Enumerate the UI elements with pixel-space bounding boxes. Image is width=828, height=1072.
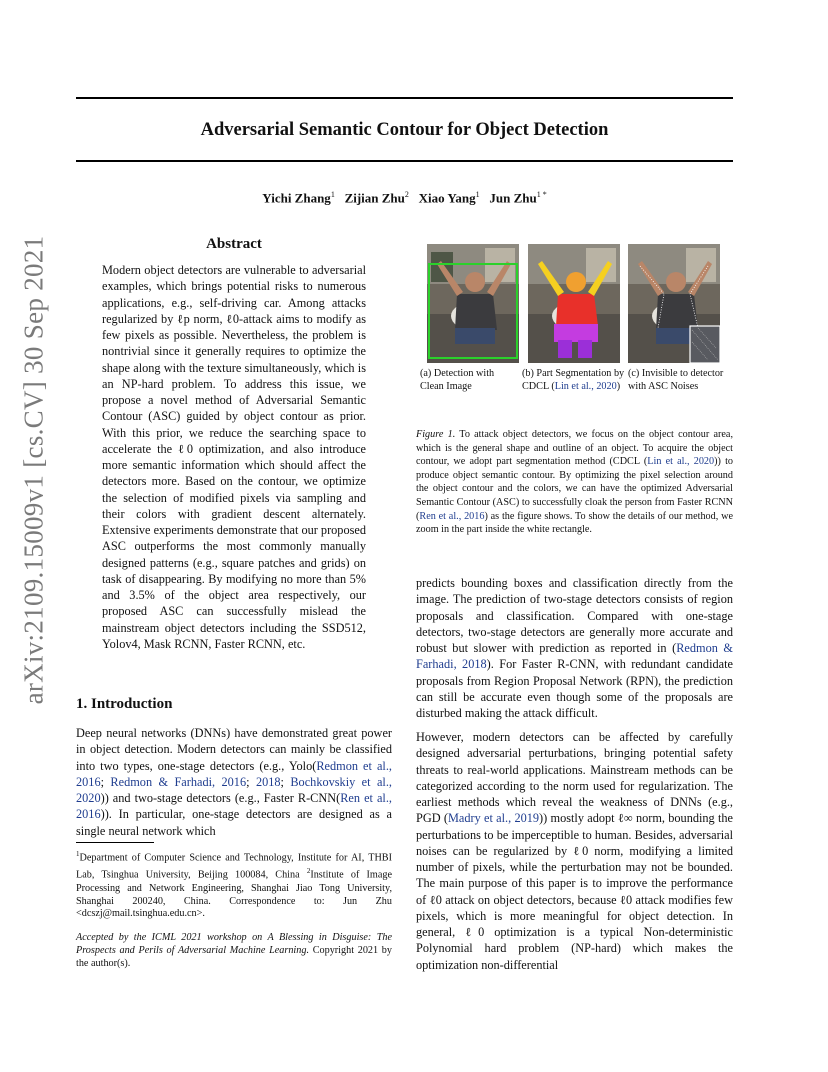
text-run: )) to produce object semantic contour. By optimizing the pixel selection around the object contour and the colors, we can have the optimized Adversarial Semantic Contour (ASC) to successfully cloak the person from Faster RCNN (: [416, 456, 733, 522]
figure-image-asc: [628, 244, 720, 363]
text-run: )) and two-stage detectors (e.g., Faster R-CNN(: [100, 791, 341, 805]
photo-part-segmentation: [528, 244, 620, 363]
text-run: predicts bounding boxes and classification directly from the image. The prediction of two-stage detectors consists of region proposals and classification. Compared with one-stage detectors, two-stage detectors are generally more accurate and robust but slower with prediction as reported in (: [416, 576, 733, 655]
right-paragraph-2: [416, 729, 733, 973]
text-run: ) as the figure shows. To show the details of our method, we zoom in the part inside the white rectangle.: [416, 510, 733, 536]
citation-link[interactable]: Lin et al., 2020: [647, 456, 715, 468]
intro-paragraph: [76, 725, 392, 839]
citation-link[interactable]: Redmon & Farhadi, 2016: [110, 774, 247, 789]
citation-link[interactable]: Madry et al., 2019: [447, 811, 540, 826]
author-affiliation: 1: [475, 190, 480, 199]
arxiv-id: arXiv:2109.15009v1 [cs.CV] 30 Sep 2021: [18, 235, 49, 705]
footnote-mark: 2: [306, 867, 311, 876]
text-run: However, modern detectors can be affected by carefully designed adversarial perturbations, bringing potential safety threats to real-world applications. Mainstream methods can be categorized according to the norm used for regularization. The earliest methods which reveal the weakness of DNNs (e.g., PGD (: [416, 730, 733, 826]
author-affiliation: 2: [404, 190, 409, 199]
abstract-text: Modern object detectors are vulnerable to adversarial examples, which brings potential risks to numerous applications, e.g., self-driving car. Among attacks regularized by ℓp norm, ℓ0-attack aims to modify as few pixels as possible. Nevertheless, the problem is nontrivial since it generally requires to optimize the shape along with the texture simultaneously, which is an NP-hard problem. To address this issue, we propose a novel method of Adversarial Semantic Contour (ASC) guided by object contour as prior. With this prior, we reduce the searching space to accelerate the ℓ0 optimization, and also introduce more semantic information which should affect the detectors more. Based on the contour, we optimize the selection of modified pixels via sampling and their colors with gradient descent alternately. Extensive experiments demonstrate that our proposed ASC outperforms the most commonly manually designed patterns (e.g., square patches and grids) on task of disappearing. By modifying no more than 5% and 3.5% of the object area respectively, our proposed ASC can successfully mislead the mainstream object detectors including the SSD512, Yolov4, Mask RCNN, Faster RCNN, etc.: [102, 263, 366, 651]
figure-image-segmentation: [528, 244, 620, 363]
title-rule-bottom: [76, 160, 733, 162]
figure-caption: [416, 428, 733, 537]
arxiv-stamp: [4, 0, 64, 1072]
text-run: Department of Computer Science and Technology, Institute for AI, THBI Lab, Tsinghua University, Beijing 100084, China: [76, 852, 392, 881]
subcaption-a: (a) Detection with Clean Image: [420, 368, 495, 392]
footnote-affiliations: [76, 848, 392, 921]
venue-note: [76, 932, 392, 971]
text-run: Deep neural networks (DNNs) have demonstrated great power in object detection. Modern detectors can mainly be classified into two types, one-stage detectors (e.g., Yolo(: [76, 726, 392, 773]
subcaption-c: (c) Invisible to detector with ASC Noises: [628, 368, 724, 392]
citation-link[interactable]: Redmon & Farhadi, 2018: [416, 641, 734, 672]
author-list: [76, 190, 733, 206]
figure-label: Figure 1.: [416, 429, 456, 440]
citation-link[interactable]: 2018: [255, 774, 281, 789]
venue-italic: Accepted by the ICML 2021 workshop on A Blessing in Disguise: The Prospects and Perils of Adversarial Machine Learning.: [76, 932, 392, 956]
author-name: Zijian Zhu: [344, 190, 405, 206]
author-name: Xiao Yang: [418, 190, 476, 206]
subcaption-b: [522, 368, 626, 394]
right-paragraph-1: [416, 575, 733, 721]
text-run: ;: [246, 774, 256, 789]
title-rule-top: [76, 97, 733, 99]
citation-link[interactable]: Ren et al., 2016: [419, 510, 485, 522]
footnote-rule: [76, 842, 154, 843]
section-heading-introduction: 1. Introduction: [76, 696, 173, 712]
paper-title: Adversarial Semantic Contour for Object Detection: [200, 120, 609, 140]
abstract-heading: Abstract: [206, 236, 262, 252]
text-run: )) mostly adopt ℓ∞ norm, bounding the perturbations to be imperceptible to human. Besides, adversarial noises can be regularized by ℓ0 norm, modifying a limited number of pixels, while the perturbation may not be bounded. The main purpose of this paper is to improve the performance of ℓ0 attack on object detectors, because ℓ0 attack modifies few pixels, which is more meaningful for object detection. In general, ℓ0 optimization is a typical Non-deterministic Polynomial hard problem (NP-hard) which makes the optimization non-differential: [416, 811, 733, 972]
citation-link[interactable]: Redmon et al., 2016: [76, 758, 392, 789]
photo-asc-invisible: [628, 244, 720, 363]
figure-image-clean: [427, 244, 519, 363]
text-run: Institute of Image Processing and Network Engineering, Shanghai Jiao Tong University, Shanghai 200240, China. Correspondence to: Jun Zhu <dcszj@mail.tsinghua.edu.cn>.: [76, 869, 392, 920]
footnote-mark: 1: [76, 850, 80, 858]
text-run: (b) Part Segmentation by CDCL (: [522, 368, 625, 392]
text-run: To attack object detectors, we focus on the object contour area, which is the general shape and outline of an object. To acquire the object contour, we adopt part segmentation method (CDCL (: [416, 429, 734, 468]
author-affiliation: 1 *: [536, 190, 547, 199]
author-name: Jun Zhu: [489, 190, 537, 206]
citation-link[interactable]: Ren et al., 2016: [76, 791, 392, 822]
copyright-text: Copyright 2021 by the author(s).: [76, 944, 392, 969]
citation-link[interactable]: Bochkovskiy et al., 2020: [76, 774, 392, 805]
text-run: ;: [100, 774, 111, 789]
citation-link[interactable]: Lin et al., 2020: [554, 380, 617, 392]
text-run: ;: [280, 774, 291, 789]
text-run: ): [616, 380, 621, 392]
photo-clean-detection: [427, 244, 519, 363]
author-affiliation: 1: [330, 190, 335, 199]
author-name: Yichi Zhang: [262, 190, 331, 206]
text-run: )). In particular, one-stage detectors are designed as a single neural network which: [76, 807, 392, 838]
text-run: ). For Faster R-CNN, with redundant candidate proposals from Region Proposal Network (RPN), the prediction can still be accurate even though some of the proposals are disturbed making the attack difficult.: [416, 657, 733, 720]
